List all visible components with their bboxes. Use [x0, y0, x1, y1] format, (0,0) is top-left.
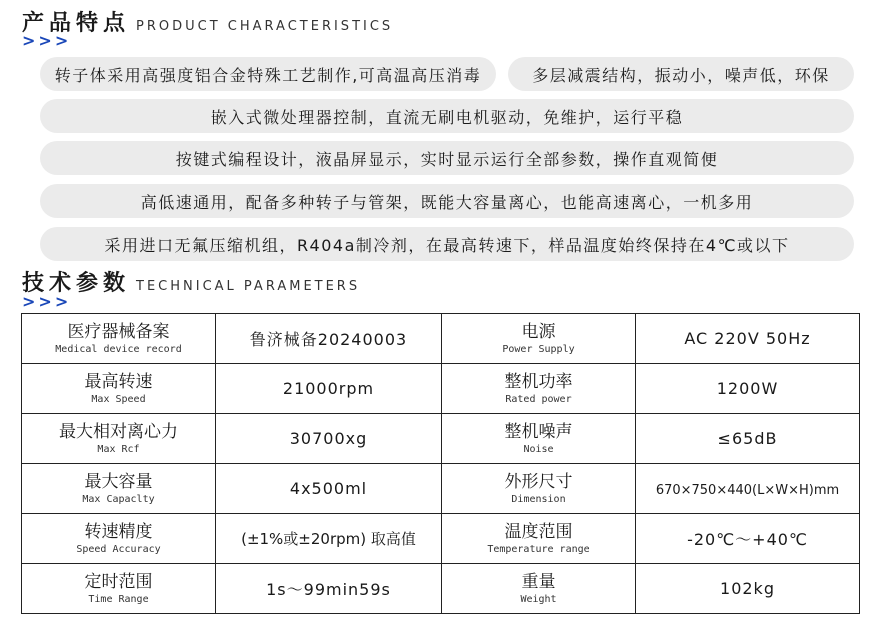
param-label-en: Max Rcf	[97, 443, 140, 455]
param-value-cell	[636, 364, 860, 414]
param-label-cell	[442, 314, 636, 364]
param-label-zh: 重量	[521, 571, 556, 592]
feature-item: 转子体采用高强度铝合金特殊工艺制作,可高温高压消毒	[40, 57, 496, 91]
param-label-zh: 温度范围	[504, 521, 573, 542]
table-row	[22, 514, 860, 564]
param-label-zh: 整机功率	[504, 371, 573, 392]
param-value-cell	[216, 464, 442, 514]
param-label-cell	[22, 364, 216, 414]
param-label-zh: 医疗器械备案	[67, 321, 170, 342]
param-value-cell	[636, 314, 860, 364]
param-value-cell	[636, 514, 860, 564]
param-label-en: Rated power	[505, 393, 572, 405]
param-label-en: Power Supply	[502, 343, 575, 355]
param-label-zh: 电源	[521, 321, 556, 342]
param-label-zh: 最高转速	[84, 371, 153, 392]
tech-title-zh: 技术参数	[22, 271, 131, 296]
tech-section-title	[22, 266, 360, 297]
parameters-table	[21, 313, 860, 614]
product-section-title	[22, 6, 393, 37]
param-label-zh: 整机噪声	[504, 421, 573, 442]
param-label-zh: 外形尺寸	[504, 471, 573, 492]
param-value-cell	[636, 464, 860, 514]
feature-item: 按键式编程设计，液晶屏显示，实时显示运行全部参数，操作直观简便	[40, 141, 854, 175]
param-value-cell	[216, 564, 442, 614]
param-label-zh: 最大相对离心力	[59, 421, 178, 442]
param-label-en: Weight	[520, 593, 557, 605]
param-label-zh: 转速精度	[84, 521, 153, 542]
param-value: AC 220V 50Hz	[684, 329, 811, 348]
param-label-zh: 最大容量	[84, 471, 153, 492]
param-label-en: Dimension	[511, 493, 566, 505]
param-label-zh: 定时范围	[84, 571, 153, 592]
param-value: ≤65dB	[717, 429, 778, 448]
param-value-cell	[216, 414, 442, 464]
tech-arrows-icon: >>>	[22, 292, 72, 311]
param-value-cell	[636, 564, 860, 614]
param-label-cell	[442, 364, 636, 414]
param-label-cell	[442, 514, 636, 564]
param-value: 4x500ml	[289, 479, 368, 498]
tech-title-en: TECHNICAL PARAMETERS	[136, 279, 361, 294]
param-value: 1200W	[716, 379, 779, 398]
param-label-en: Max Speed	[91, 393, 146, 405]
feature-item: 高低速通用，配备多种转子与管架，既能大容量离心，也能高速离心，一机多用	[40, 184, 854, 218]
param-label-cell	[442, 464, 636, 514]
table-row	[22, 364, 860, 414]
param-value-cell	[636, 414, 860, 464]
param-value: 1s～99min59s	[266, 580, 391, 599]
param-value: -20℃～+40℃	[687, 530, 808, 549]
param-label-cell	[22, 564, 216, 614]
param-value: 30700xg	[289, 429, 368, 448]
param-value-cell	[216, 314, 442, 364]
param-label-cell	[442, 414, 636, 464]
table-row	[22, 414, 860, 464]
product-title-en: PRODUCT CHARACTERISTICS	[136, 19, 394, 34]
param-label-cell	[22, 314, 216, 364]
param-label-cell	[442, 564, 636, 614]
param-value: 670×750×440(L×W×H)mm	[655, 483, 840, 498]
param-label-en: Time Range	[88, 593, 149, 605]
param-value-cell	[216, 514, 442, 564]
table-row	[22, 564, 860, 614]
product-title-zh: 产品特点	[22, 11, 131, 36]
param-value: (±1%或±20rpm) 取高值	[241, 530, 416, 548]
feature-item: 嵌入式微处理器控制，直流无刷电机驱动，免维护，运行平稳	[40, 99, 854, 133]
param-label-en: Temperature range	[487, 543, 590, 555]
product-arrows-icon: >>>	[22, 31, 72, 50]
param-label-en: Medical device record	[55, 343, 182, 355]
feature-item: 采用进口无氟压缩机组，R404a制冷剂，在最高转速下，样品温度始终保持在4℃或以下	[40, 227, 854, 261]
param-label-cell	[22, 414, 216, 464]
param-value: 102kg	[720, 579, 775, 598]
param-value: 鲁济械备20240003	[249, 330, 408, 349]
param-value-cell	[216, 364, 442, 414]
table-row	[22, 314, 860, 364]
table-row	[22, 464, 860, 514]
param-label-en: Speed Accuracy	[76, 543, 161, 555]
param-label-cell	[22, 464, 216, 514]
feature-item: 多层减震结构，振动小，噪声低，环保	[508, 57, 854, 91]
param-label-en: Noise	[523, 443, 554, 455]
param-label-cell	[22, 514, 216, 564]
param-label-en: Max Capaclty	[82, 493, 155, 505]
param-value: 21000rpm	[282, 379, 375, 398]
